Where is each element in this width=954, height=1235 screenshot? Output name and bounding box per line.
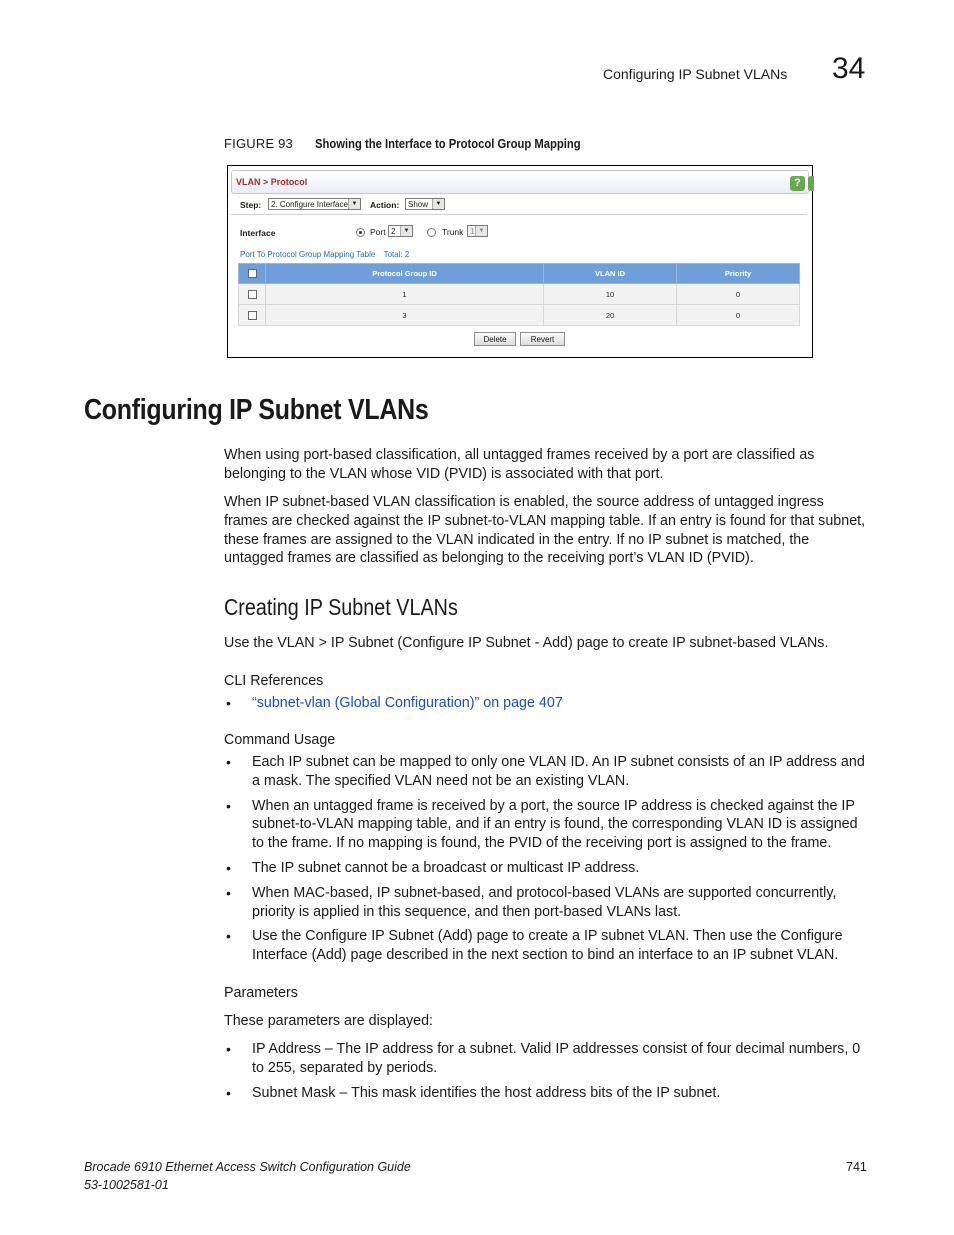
chevron-down-icon: ▼ <box>475 226 487 236</box>
mapping-table-title-text: Port To Protocol Group Mapping Table <box>240 250 376 259</box>
list-item <box>224 859 869 878</box>
list-item <box>224 1084 869 1103</box>
table-row <box>239 284 800 305</box>
list-item <box>224 694 869 713</box>
step-select-value: 2. Configure Interface <box>271 200 348 209</box>
help-icon[interactable]: ? <box>790 176 805 191</box>
action-label: Action: <box>370 200 400 210</box>
table-row <box>239 305 800 326</box>
table-header-row <box>239 264 800 284</box>
bullet: • <box>226 1084 231 1101</box>
row-checkbox[interactable] <box>248 290 257 299</box>
column-header: VLAN ID <box>544 264 677 284</box>
action-select-value: Show <box>408 200 429 209</box>
mapping-table-total: Total: 2 <box>383 250 410 259</box>
subsection-title: Creating IP Subnet VLANs <box>224 594 458 620</box>
bullet: • <box>226 884 231 901</box>
chevron-down-icon: ▼ <box>432 199 444 209</box>
table-cell: 0 <box>677 305 800 326</box>
breadcrumb: VLAN > Protocol <box>236 177 308 187</box>
list-item <box>224 884 869 922</box>
footer-doc-title: Brocade 6910 Ethernet Access Switch Configuration Guide <box>84 1160 411 1174</box>
mapping-table-title <box>240 250 409 259</box>
delete-button[interactable]: Delete <box>474 332 516 346</box>
footer-doc-number: 53-1002581-01 <box>84 1178 169 1192</box>
param-description: – The IP address for a subnet. Valid IP addresses consist of four decimal numbers, 0 to 255, separated by periods. <box>252 1041 861 1076</box>
row-select-cell <box>239 305 266 326</box>
trunk-label: Trunk <box>442 227 464 237</box>
bullet: • <box>226 797 231 814</box>
table-cell: 1 <box>266 284 544 305</box>
list-item <box>224 927 869 965</box>
chevron-down-icon: ▼ <box>348 199 360 209</box>
bullet: • <box>226 859 231 876</box>
command-usage-list <box>224 753 869 971</box>
list-item-text: When an untagged frame is received by a port, the source IP address is checked against the IP subnet-to-VLAN mapping table, and if an entry is found, the corresponding VLAN ID is assigned to the frame. If no mapping is found, the PVID of the receiving port is assigned to the frame. <box>252 797 858 852</box>
running-header-title: Configuring IP Subnet VLANs <box>603 66 788 82</box>
list-item-text: Use the Configure IP Subnet (Add) page to create a IP subnet VLAN. Then use the Configure Interface (Add) page described in the next section to bind an interface to an IP subnet VLAN. <box>252 928 843 964</box>
select-all-checkbox[interactable] <box>248 269 257 278</box>
table-cell: 10 <box>544 284 677 305</box>
select-all-cell <box>239 264 266 284</box>
port-radio[interactable] <box>356 228 365 237</box>
bullet: • <box>226 928 231 945</box>
screenshot-title-bar <box>231 170 809 194</box>
bullet: • <box>226 1041 231 1057</box>
paragraph: Use the VLAN > IP Subnet (Configure IP Subnet - Add) page to create IP subnet-based VLANs. <box>224 635 829 651</box>
paragraph: These parameters are displayed: <box>224 1013 434 1029</box>
chapter-number: 34 <box>832 52 866 85</box>
paragraph: When IP subnet-based VLAN classification is enabled, the source address of untagged ingress frames are checked against the IP subnet-to-VLAN mapping table. If an entry is found for that subnet, these frames are assigned to the VLAN indicated in the entry. If no IP subnet is matched, the untagged frames are classified as belonging to the receiving port’s VLAN ID (PVID). <box>224 494 866 567</box>
parameters-heading: Parameters <box>224 985 298 1001</box>
cli-references-list <box>224 694 869 719</box>
interface-label: Interface <box>240 228 276 238</box>
row-select-cell <box>239 284 266 305</box>
list-item-text: The IP subnet cannot be a broadcast or multicast IP address. <box>252 859 640 876</box>
figure-screenshot <box>227 165 813 358</box>
figure-label: FIGURE 93 <box>224 136 293 151</box>
command-usage-heading: Command Usage <box>224 732 336 748</box>
table-cell: 20 <box>544 305 677 326</box>
divider <box>231 214 807 215</box>
step-select[interactable] <box>268 198 361 210</box>
cli-reference-link[interactable]: “subnet-vlan (Global Configuration)” on page 407 <box>252 695 563 711</box>
trunk-select[interactable] <box>467 225 488 237</box>
action-select[interactable] <box>405 198 445 210</box>
section-title: Configuring IP Subnet VLANs <box>84 394 429 426</box>
table-cell: 3 <box>266 305 544 326</box>
figure-caption <box>224 136 610 151</box>
figure-caption-text: Showing the Interface to Protocol Group Mapping <box>314 137 581 151</box>
trunk-select-value: 1 <box>470 227 475 236</box>
column-header: Priority <box>677 264 800 284</box>
revert-button[interactable]: Revert <box>520 332 565 346</box>
port-label: Port <box>370 227 386 237</box>
table-cell: 0 <box>677 284 800 305</box>
port-select[interactable] <box>388 225 413 237</box>
list-item <box>224 1040 869 1078</box>
column-header: Protocol Group ID <box>266 264 544 284</box>
refresh-icon[interactable] <box>808 176 814 191</box>
bullet: • <box>226 754 231 770</box>
mapping-table <box>238 263 800 326</box>
list-item-text: Each IP subnet can be mapped to only one VLAN ID. An IP subnet consists of an IP address and a mask. The specified VLAN need not be an existing VLAN. <box>252 754 865 789</box>
param-name: IP Address <box>252 1041 321 1057</box>
chevron-down-icon: ▼ <box>400 226 412 236</box>
trunk-radio[interactable] <box>427 228 436 237</box>
list-item <box>224 753 869 791</box>
bullet: • <box>226 695 231 711</box>
page-number: 741 <box>846 1160 867 1174</box>
list-item-text: When MAC-based, IP subnet-based, and protocol-based VLANs are supported concurrently, priority is applied in this sequence, and then port-based VLANs last. <box>252 884 837 920</box>
step-label: Step: <box>240 200 262 210</box>
param-description: – This mask identifies the host address bits of the IP subnet. <box>335 1084 721 1101</box>
paragraph: When using port-based classification, all untagged frames received by a port are classified as belonging to the VLAN whose VID (PVID) is associated with that port. <box>224 447 815 482</box>
port-select-value: 2 <box>391 227 396 236</box>
row-checkbox[interactable] <box>248 311 257 320</box>
parameters-list <box>224 1040 869 1108</box>
list-item <box>224 797 869 853</box>
cli-references-heading: CLI References <box>224 673 324 689</box>
param-name: Subnet Mask <box>252 1084 336 1101</box>
